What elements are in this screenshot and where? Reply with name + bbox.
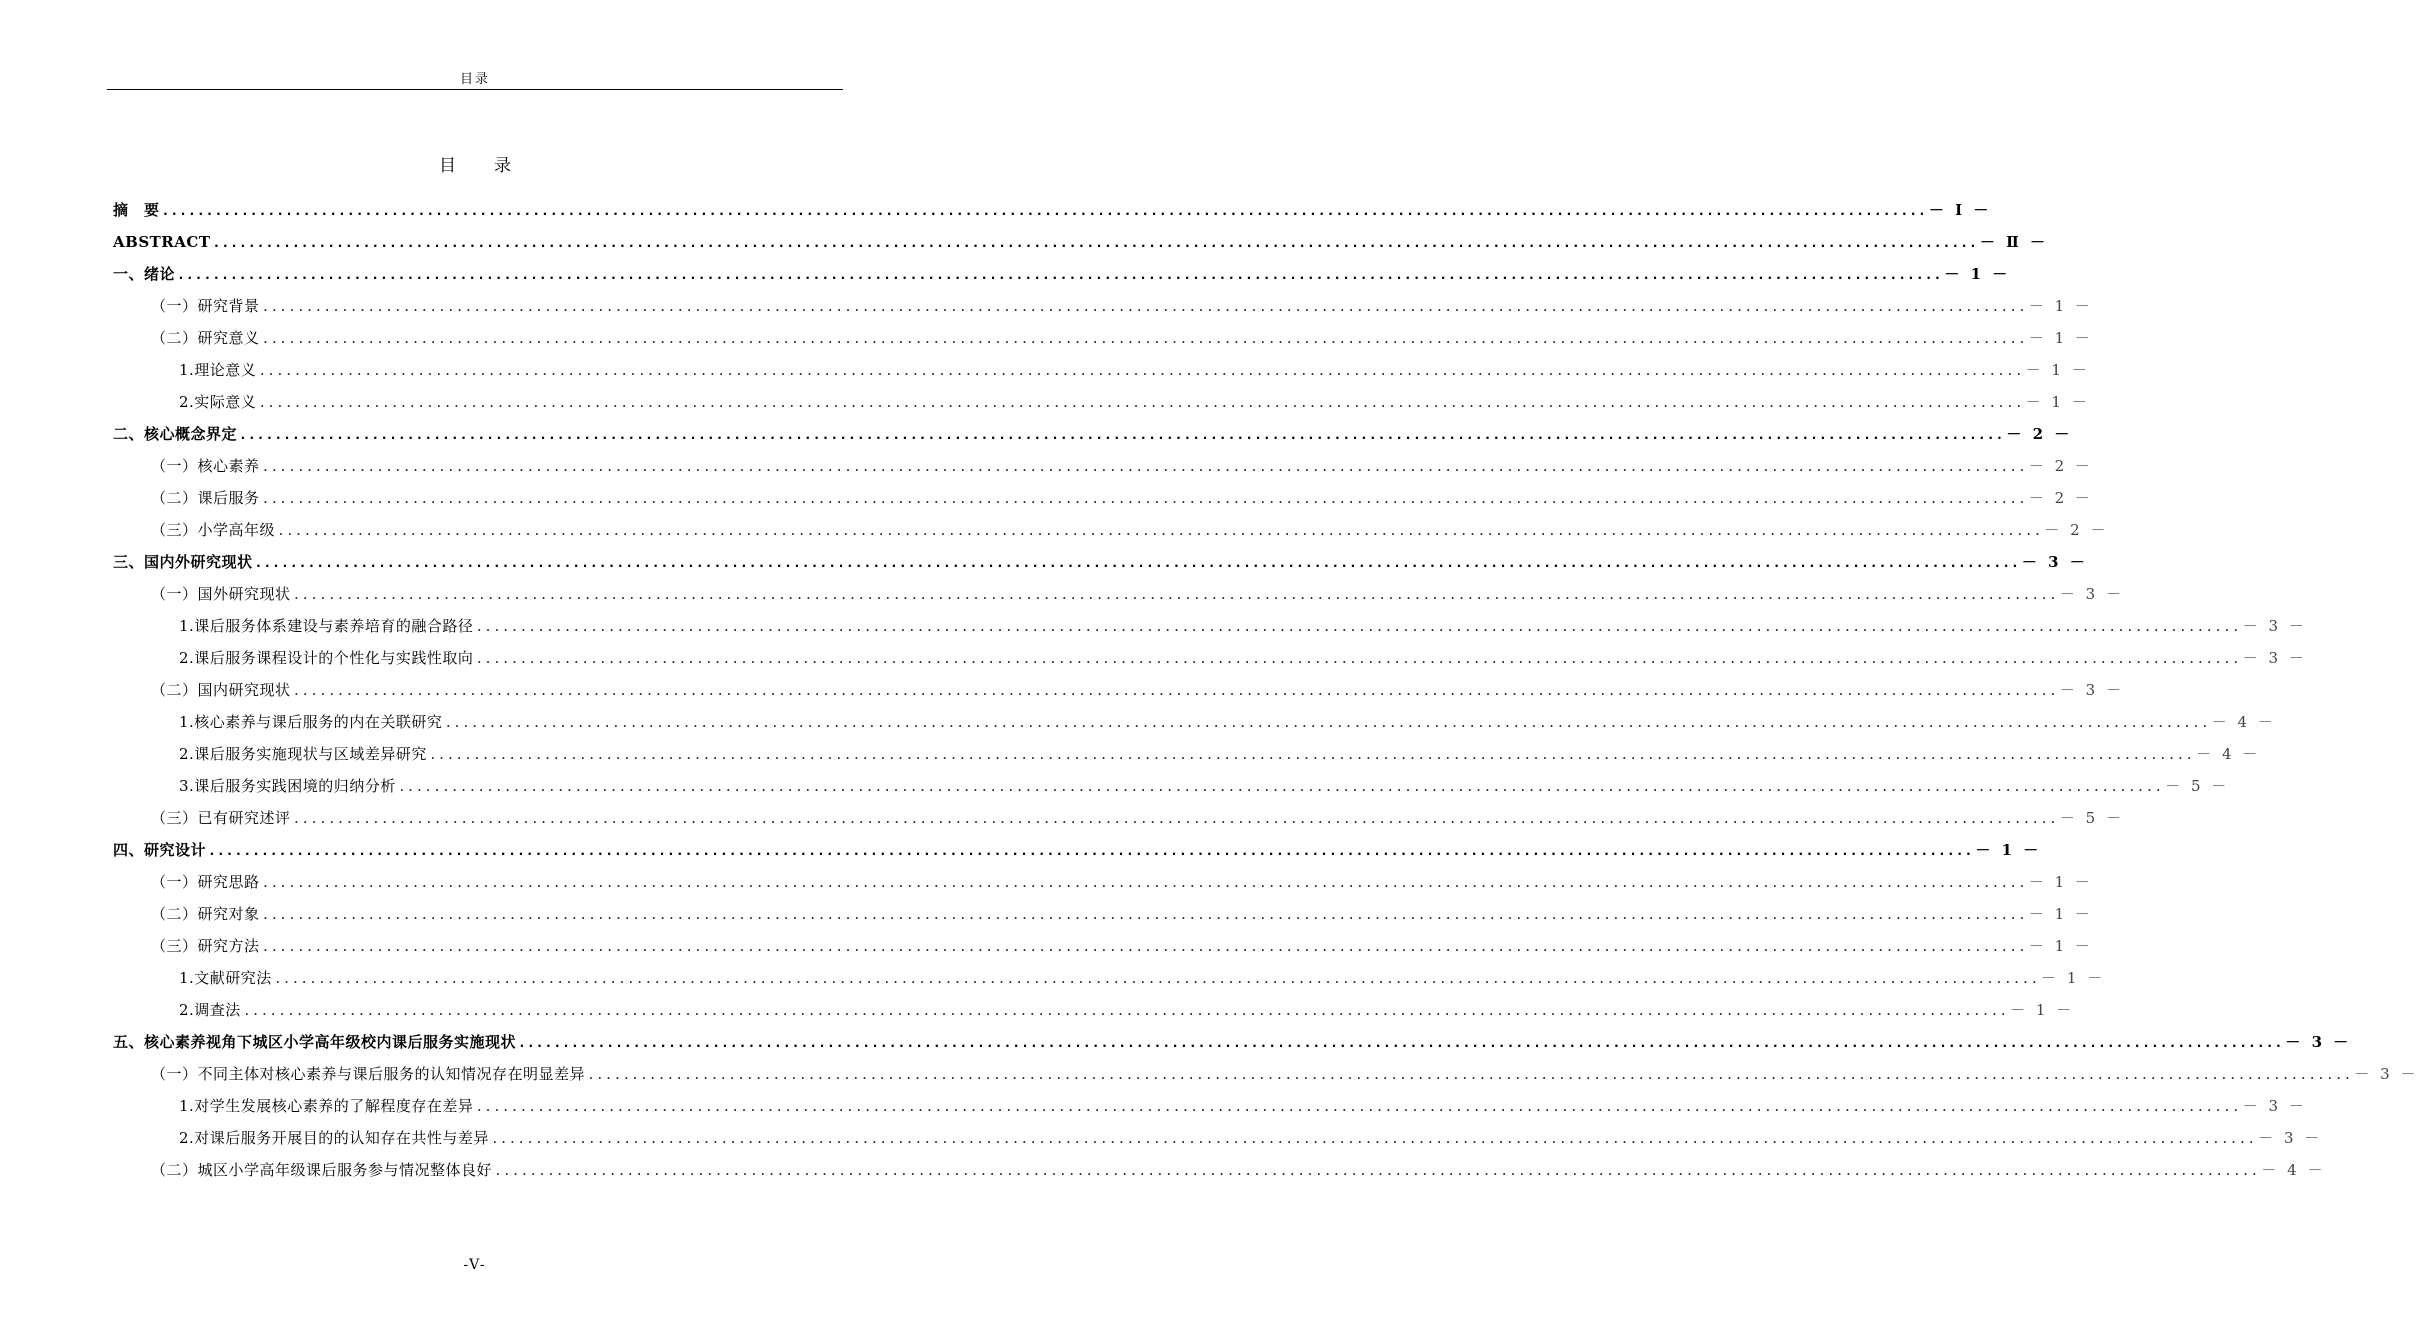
toc-entry[interactable]: [113, 930, 2093, 962]
toc-entry-page: － 2 －: [2028, 457, 2093, 475]
toc-entry-page: － 4 －: [2211, 713, 2276, 731]
dot-leader: ........................................................................................................................................................................................................: [587, 1068, 2353, 1083]
toc-entry-label: 1.课后服务体系建设与素养培育的融合路径: [179, 617, 474, 635]
dot-leader: ........................................................................................................................................................................................................: [277, 524, 2043, 539]
toc-entry-label: （三）研究方法: [151, 937, 260, 955]
dot-leader: ........................................................................................................................................................................................................: [261, 908, 2027, 923]
toc-entry-label: 2.课后服务实施现状与区域差异研究: [179, 745, 427, 763]
toc-entry-label: 四、研究设计: [113, 841, 207, 859]
toc-title: [0, 151, 950, 176]
toc-entry-label: （三）已有研究述评: [151, 809, 291, 827]
toc-entry-label: 五、核心素养视角下城区小学高年级校内课后服务实施现状: [113, 1033, 517, 1051]
toc-entry-label: 2.对课后服务开展目的的认知存在共性与差异: [179, 1129, 489, 1147]
toc-entry-page: － 3 －: [2242, 1097, 2307, 1115]
toc-entry-page: － 3 －: [2258, 1129, 2323, 1147]
toc-entry-page: － 1 －: [2028, 329, 2093, 347]
toc-entry[interactable]: [113, 674, 2124, 706]
toc-entry-page: － 1 －: [2025, 361, 2090, 379]
toc-entry-page: － 5 －: [2059, 809, 2124, 827]
dot-leader: ........................................................................................................................................................................................................: [518, 1036, 2284, 1051]
toc-entry[interactable]: [113, 258, 2011, 290]
toc-entry-label: （二）国内研究现状: [151, 681, 291, 699]
toc-entry-page: － 3 －: [2059, 585, 2124, 603]
toc-entry-label: 2.调查法: [179, 1001, 241, 1019]
toc-entry-label: 二、核心概念界定: [113, 425, 238, 443]
toc-title-right: 录: [494, 156, 511, 176]
toc-entry-label: ABSTRACT: [113, 233, 211, 251]
toc-entry-label: 摘 要: [113, 201, 160, 219]
toc-entry-page: － 3 －: [2285, 1033, 2352, 1051]
toc-entry-label: （二）研究对象: [151, 905, 260, 923]
toc-entry-page: － 3 －: [2021, 553, 2088, 571]
toc-entry-page: － 3 －: [2059, 681, 2124, 699]
toc-entry[interactable]: [113, 802, 2124, 834]
dot-leader: ........................................................................................................................................................................................................: [490, 1132, 2257, 1147]
toc-entry[interactable]: [113, 834, 2042, 866]
toc-entry-label: （二）城区小学高年级课后服务参与情况整体良好: [151, 1161, 493, 1179]
toc-entry-page: － 2 －: [2044, 521, 2109, 539]
dot-leader: ........................................................................................................................................................................................................: [397, 780, 2164, 795]
dot-leader: ........................................................................................................................................................................................................: [475, 1100, 2241, 1115]
toc-entry[interactable]: [113, 1122, 2323, 1154]
toc-entry-page: － 4 －: [2261, 1161, 2326, 1179]
dot-leader: ........................................................................................................................................................................................................: [254, 556, 2020, 571]
toc-entry-page: － 1 －: [1975, 841, 2042, 859]
toc-entry[interactable]: [113, 642, 2307, 674]
toc-entry-label: （二）研究意义: [151, 329, 260, 347]
toc-entry[interactable]: [113, 898, 2093, 930]
toc-entry[interactable]: [113, 770, 2230, 802]
running-header: 目录: [459, 72, 490, 87]
toc-entry-label: 三、国内外研究现状: [113, 553, 253, 571]
toc-entry[interactable]: [113, 1058, 2418, 1090]
toc-entry[interactable]: [113, 706, 2276, 738]
toc-entry-label: （一）不同主体对核心素养与课后服务的认知情况存在明显差异: [151, 1065, 586, 1083]
toc-entry[interactable]: [113, 1154, 2326, 1186]
toc-entry-page: － 1 －: [2010, 1001, 2075, 1019]
dot-leader: ........................................................................................................................................................................................................: [258, 396, 2024, 411]
toc-entry[interactable]: [113, 866, 2093, 898]
table-of-contents: [113, 194, 2418, 1186]
footer-page-number: -V-: [463, 1257, 487, 1273]
header-rule: [107, 89, 843, 90]
toc-entry-label: 一、绪论: [113, 265, 176, 283]
toc-entry[interactable]: [113, 546, 2088, 578]
toc-entry-page: － 1 －: [2041, 969, 2106, 987]
toc-entry-label: 1.对学生发展核心素养的了解程度存在差异: [179, 1097, 474, 1115]
toc-entry-label: 1.核心素养与课后服务的内在关联研究: [179, 713, 443, 731]
toc-entry-page: － 5 －: [2165, 777, 2230, 795]
toc-entry-label: 1.理论意义: [179, 361, 257, 379]
toc-entry[interactable]: [113, 450, 2093, 482]
dot-leader: ........................................................................................................................................................................................................: [475, 652, 2241, 667]
toc-entry-page: － 3 －: [2242, 649, 2307, 667]
toc-entry-page: － 1 －: [2028, 297, 2093, 315]
toc-entry[interactable]: [113, 482, 2093, 514]
toc-entry-page: － 4 －: [2196, 745, 2261, 763]
toc-entry-page: － 1 －: [1944, 265, 2011, 283]
toc-entry[interactable]: [113, 514, 2109, 546]
toc-entry-page: － 2 －: [2006, 425, 2073, 443]
toc-entry-label: （一）研究背景: [151, 297, 260, 315]
toc-entry-label: 2.课后服务课程设计的个性化与实践性取向: [179, 649, 474, 667]
dot-leader: ........................................................................................................................................................................................................: [292, 684, 2058, 699]
dot-leader: ........................................................................................................................................................................................................: [177, 268, 1943, 283]
toc-entry-page: － 1 －: [2028, 873, 2093, 891]
toc-entry-label: （二）课后服务: [151, 489, 260, 507]
toc-entry-label: （一）核心素养: [151, 457, 260, 475]
dot-leader: ........................................................................................................................................................................................................: [428, 748, 2195, 763]
toc-entry[interactable]: [113, 994, 2075, 1026]
toc-entry-page: － 3 －: [2242, 617, 2307, 635]
toc-entry-page: － Ⅰ －: [1928, 201, 1992, 219]
toc-entry-page: － 1 －: [2028, 937, 2093, 955]
toc-entry-label: （三）小学高年级: [151, 521, 276, 539]
dot-leader: ........................................................................................................................................................................................................: [494, 1164, 2260, 1179]
dot-leader: ........................................................................................................................................................................................................: [239, 428, 2005, 443]
dot-leader: ........................................................................................................................................................................................................: [261, 332, 2027, 347]
toc-entry-label: 3.课后服务实践困境的归纳分析: [179, 777, 396, 795]
toc-entry[interactable]: [113, 386, 2090, 418]
dot-leader: ........................................................................................................................................................................................................: [208, 844, 1974, 859]
toc-entry[interactable]: [113, 226, 2048, 258]
toc-entry[interactable]: [113, 1090, 2307, 1122]
toc-entry[interactable]: [113, 290, 2093, 322]
toc-entry[interactable]: [113, 418, 2073, 450]
dot-leader: ........................................................................................................................................................................................................: [261, 492, 2027, 507]
dot-leader: ........................................................................................................................................................................................................: [161, 204, 1927, 219]
dot-leader: ........................................................................................................................................................................................................: [242, 1004, 2009, 1019]
toc-entry-page: － 2 －: [2028, 489, 2093, 507]
toc-entry-page: － 1 －: [2028, 905, 2093, 923]
toc-entry-page: － Ⅱ －: [1979, 233, 2048, 251]
toc-entry[interactable]: [113, 578, 2124, 610]
toc-entry-label: （一）国外研究现状: [151, 585, 291, 603]
dot-leader: ........................................................................................................................................................................................................: [444, 716, 2210, 731]
toc-entry[interactable]: [113, 1026, 2352, 1058]
toc-entry[interactable]: [113, 322, 2093, 354]
dot-leader: ........................................................................................................................................................................................................: [292, 812, 2058, 827]
dot-leader: ........................................................................................................................................................................................................: [261, 876, 2027, 891]
dot-leader: ........................................................................................................................................................................................................: [475, 620, 2241, 635]
toc-entry-label: 1.文献研究法: [179, 969, 272, 987]
toc-entry-page: － 1 －: [2025, 393, 2090, 411]
toc-entry-label: 2.实际意义: [179, 393, 257, 411]
toc-entry[interactable]: [113, 962, 2106, 994]
toc-entry[interactable]: [113, 194, 1992, 226]
toc-entry-label: （一）研究思路: [151, 873, 260, 891]
dot-leader: ........................................................................................................................................................................................................: [261, 300, 2027, 315]
toc-title-left: 目: [439, 156, 456, 176]
dot-leader: ........................................................................................................................................................................................................: [261, 460, 2027, 475]
toc-entry-page: － 3 －: [2354, 1065, 2418, 1083]
dot-leader: ........................................................................................................................................................................................................: [292, 588, 2058, 603]
dot-leader: ........................................................................................................................................................................................................: [261, 940, 2027, 955]
toc-entry[interactable]: [113, 738, 2261, 770]
toc-entry[interactable]: [113, 610, 2307, 642]
toc-entry[interactable]: [113, 354, 2090, 386]
dot-leader: ........................................................................................................................................................................................................: [273, 972, 2040, 987]
dot-leader: ........................................................................................................................................................................................................: [212, 236, 1978, 251]
dot-leader: ........................................................................................................................................................................................................: [258, 364, 2024, 379]
